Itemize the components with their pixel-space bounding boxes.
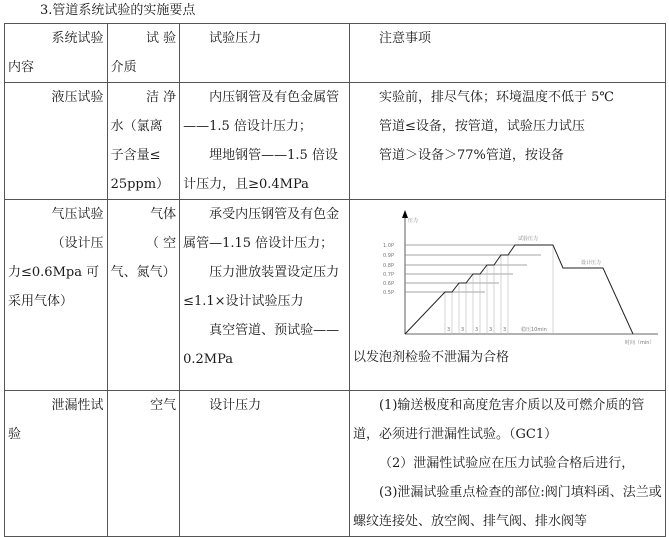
svg-text:0.9P: 0.9P — [382, 253, 394, 259]
cell-pressure — [180, 391, 350, 537]
content-text: 采用气体） — [8, 294, 74, 309]
x-axis-label: 时间（min） — [624, 340, 655, 346]
notes-text: 管道≤设备，按管道，试验压力试压 — [378, 119, 585, 134]
header-notes-text: 注意事项 — [378, 31, 431, 46]
pressure-text: 埋地钢管——1.5 倍设计压力，且≥0.4MPa — [183, 148, 338, 192]
notes-text: 管道＞设备＞77%管道，按设备 — [378, 148, 564, 163]
content-text: 泄漏性试 — [51, 398, 104, 413]
pressure-text: 真空管道、预试验——0.2MPa — [183, 323, 340, 367]
pressure-text: 压力泄放装置设定压力≤1.1×设计试验压力 — [183, 265, 340, 309]
cell-medium — [107, 391, 180, 537]
table-row-pneumatic — [5, 200, 666, 391]
header-medium-line2: 介质 — [110, 60, 137, 75]
y-axis-arrow-icon — [402, 210, 408, 218]
notes-text: (3)泄漏试验重点检查的部位:阀门填料函、法兰或螺纹连接处、放空阀、排气阀、排水阀等 — [352, 485, 662, 529]
header-content — [5, 24, 108, 83]
svg-text:0.5P: 0.5P — [382, 290, 394, 296]
pressure-text: 内压钢管及有色金属管——1.5 倍设计压力； — [183, 90, 340, 134]
svg-text:试验压力: 试验压力 — [517, 236, 538, 242]
content-text: 验 — [8, 427, 22, 442]
table-row-hydraulic — [5, 83, 666, 200]
notes-text: （2）泄漏性试验应在压力试验合格后进行， — [378, 456, 635, 471]
pressure-text: 设计压力 — [209, 398, 262, 413]
content-text: 力≤0.6Mpa 可 — [8, 265, 100, 280]
content-text: （设计压 — [51, 236, 104, 251]
y-axis-label: 压力 — [407, 218, 418, 224]
cell-content — [5, 83, 108, 200]
header-pressure — [180, 24, 350, 83]
cell-notes — [349, 200, 665, 391]
medium-line: 气、氮气） — [110, 265, 176, 280]
medium-line: 气体 — [150, 207, 177, 222]
svg-text:3: 3 — [502, 327, 507, 333]
svg-text:0.6P: 0.6P — [382, 281, 394, 287]
cell-pressure — [180, 200, 350, 391]
notes-text: 实验前，排尽气体；环境温度不低于 5℃ — [378, 90, 614, 105]
pressure-time-chart — [353, 206, 658, 346]
svg-text:1.0P: 1.0P — [382, 243, 394, 249]
svg-text:3: 3 — [446, 327, 451, 333]
cell-notes — [349, 83, 665, 200]
svg-text:0.7P: 0.7P — [382, 272, 394, 278]
svg-text:3: 3 — [488, 327, 493, 333]
medium-line: 水（氯离 — [110, 119, 163, 134]
pressure-curve-chart — [353, 206, 658, 346]
cell-medium — [107, 200, 180, 391]
header-content-line2: 内容 — [8, 60, 35, 75]
svg-text:3: 3 — [474, 327, 479, 333]
cell-notes — [349, 391, 665, 537]
medium-line: 25ppm） — [110, 177, 170, 192]
medium-line: （ 空 — [145, 236, 177, 251]
cell-content — [5, 200, 108, 391]
header-pressure-text: 试验压力 — [209, 31, 262, 46]
medium-line: 洁 净 — [145, 90, 177, 105]
cell-medium — [107, 83, 180, 200]
medium-line: 子含量≤ — [110, 148, 161, 163]
header-medium — [107, 24, 180, 83]
header-medium-line1: 试 验 — [145, 31, 177, 46]
content-text: 气压试验 — [51, 207, 104, 222]
cell-pressure — [180, 83, 350, 200]
svg-text:稳压10min: 稳压10min — [520, 327, 547, 333]
test-requirements-table — [4, 23, 666, 537]
section-heading: 3.管道系统试验的实施要点 — [40, 3, 196, 18]
header-row — [5, 24, 666, 83]
notes-text: (1)输送极度和高度危害介质以及可燃介质的管道，必须进行泄漏性试验。（GC1） — [352, 398, 645, 442]
svg-text:3: 3 — [460, 327, 465, 333]
header-notes — [349, 24, 665, 83]
medium-line: 空气 — [150, 398, 177, 413]
svg-text:设计压力: 设计压力 — [580, 260, 601, 266]
content-text: 液压试验 — [51, 90, 104, 105]
table-row-leak — [5, 391, 666, 537]
pressure-text: 承受内压钢管及有色金属管—1.15 倍设计压力； — [183, 207, 340, 251]
header-content-line1: 系统试验 — [51, 31, 104, 46]
notes-text: 以发泡剂检验不泄漏为合格 — [352, 350, 509, 365]
svg-text:0.8P: 0.8P — [382, 263, 394, 269]
cell-content — [5, 391, 108, 537]
